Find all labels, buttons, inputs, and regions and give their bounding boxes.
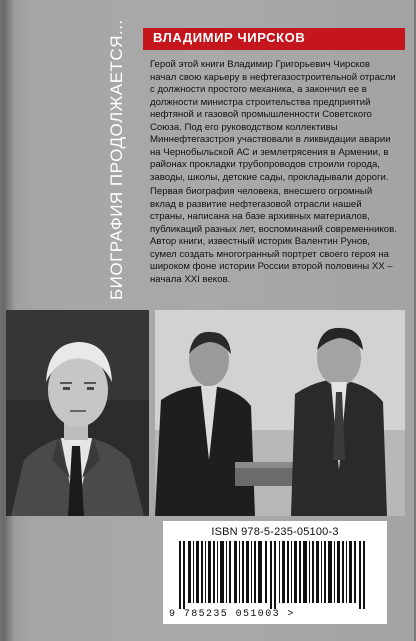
paragraph-text: Первая биография человека, внесшего огромный вклад в развитие нефтегазовой отрасли нашей страны, написана на базе архивных материалов, публикаций разных лет, воспоминаний современников. Автор книги, известный историк Валентин Рунов, сумел создать многогранный портрет своего героя на широком фоне истории России второй половины XX – начала XXI веков. <box>150 186 397 285</box>
award-ceremony-photo <box>155 310 405 516</box>
portrait-photo <box>6 310 149 516</box>
barcode-digits: 9 785235 051003 > <box>169 609 295 620</box>
award-ceremony-illustration <box>155 310 405 516</box>
author-name: ВЛАДИМИР ЧИРСКОВ <box>153 30 306 45</box>
annotation-paragraph-2 <box>150 186 398 286</box>
isbn-number: ISBN 978-5-235-05100-3 <box>211 526 339 538</box>
spine-vertical-title: БИОГРАФИЯ ПРОДОЛЖАЕТСЯ... <box>107 19 126 300</box>
barcode-icon <box>179 541 375 609</box>
paragraph-text: Герой этой книги Владимир Григорьевич Чирсков начал свою карьеру в нефтегазостроительной отрасли с должности простого механика, а закончил ее в должности министра строительства предприятий нефтяной и газовой промышленности Советского Союза. Под его руководством коллективы Миннефтегазстроя участвовали в ликвидации аварии на Чернобыльской АС и землетрясения в Армении, в районах прокладки трубопроводов строили города, заводы, школы, детские сады, прокладывали дороги. <box>150 59 396 183</box>
annotation-paragraph-1 <box>150 59 398 184</box>
portrait-illustration <box>6 310 149 516</box>
barcode-label <box>163 521 387 624</box>
